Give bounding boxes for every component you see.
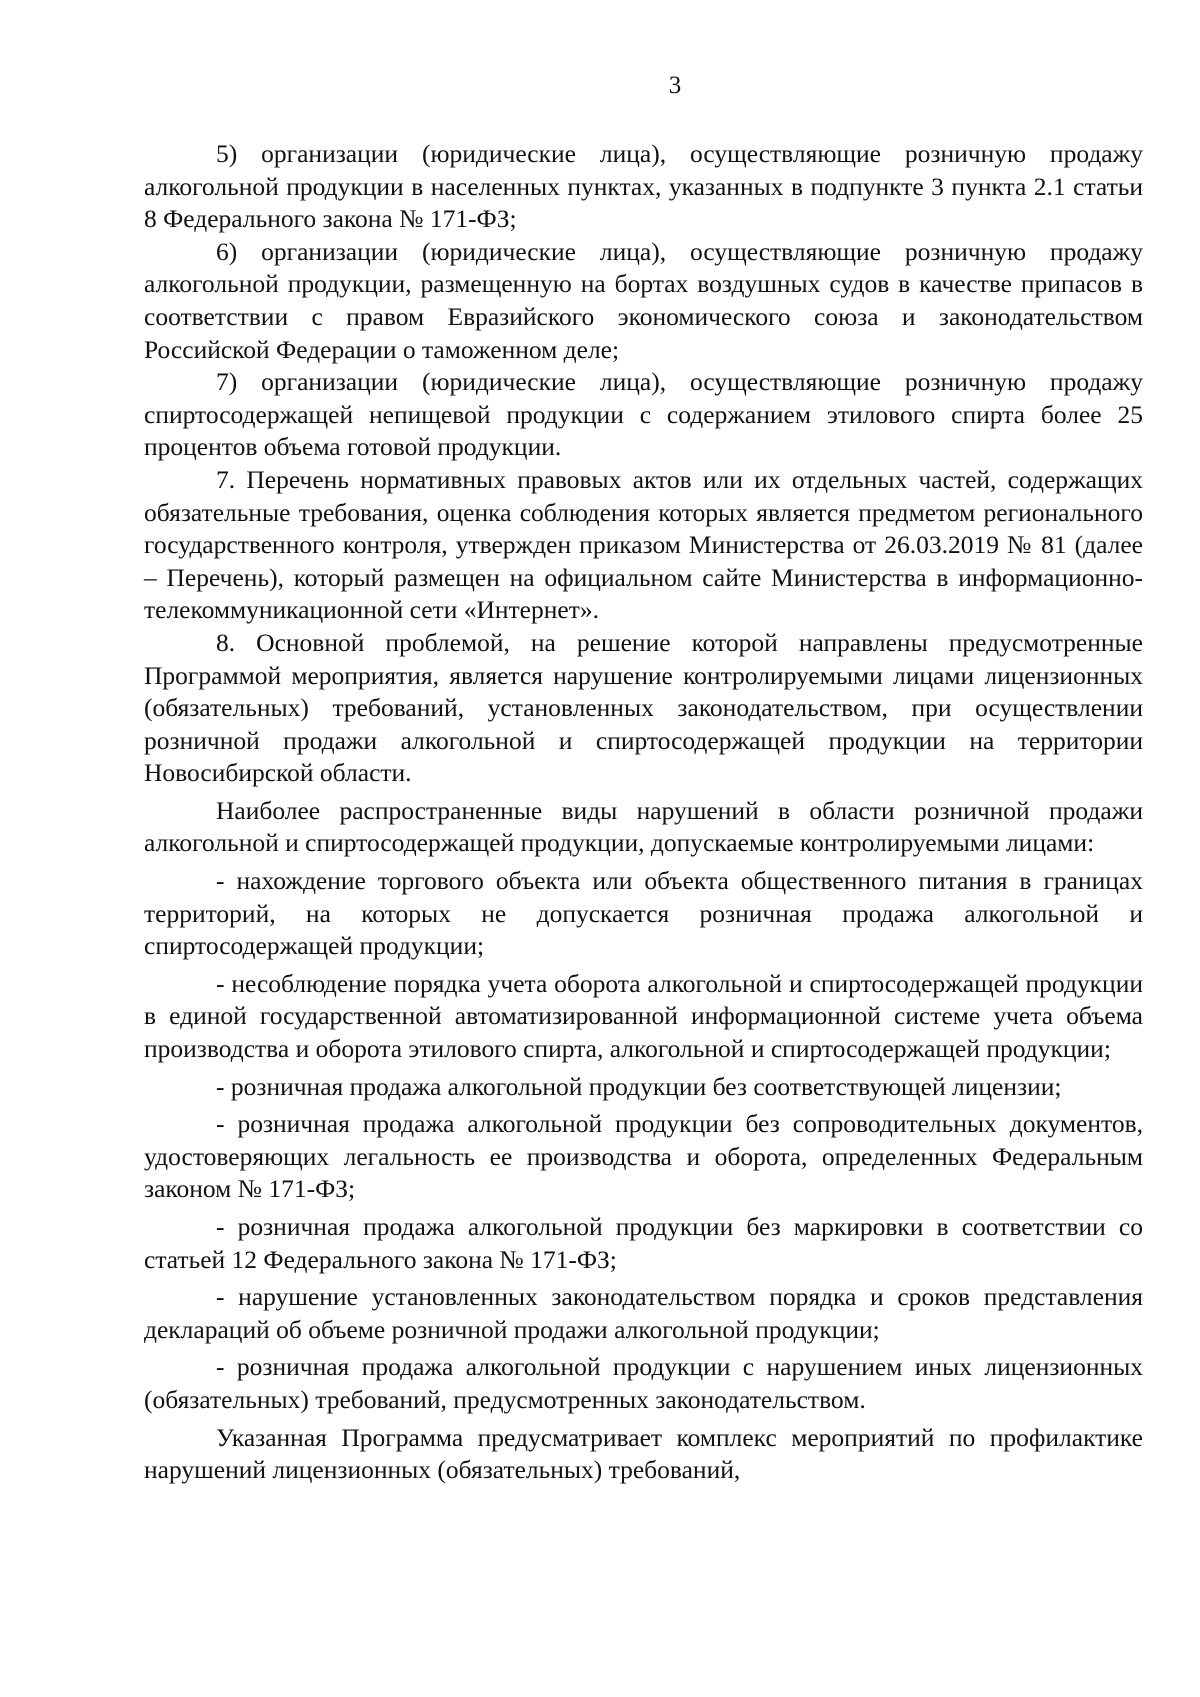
list-item-no-marking: - розничная продажа алкогольной продукции без маркировки в соответствии со статьей 12 Федерального закона № 171-ФЗ; — [144, 1212, 1143, 1274]
list-item-no-license: - розничная продажа алкогольной продукции без соответствующей лицензии; — [216, 1071, 1062, 1101]
paragraph-section-7: 7. Перечень нормативных правовых актов или их отдельных частей, содержащих обязательные требования, оценка соблюдения которых является предметом регионального государственного контроля, утвержден приказом Министерства от 26.03.2019 № 81 (далее – Перечень), который размещен на официальном сайте Министерства в информационно-телекоммуникационной сети «Интернет». — [144, 464, 1143, 625]
paragraph-item-7: 7) организации (юридические лица), осуществляющие розничную продажу спиртосодержащей непищевой продукции с содержанием этилового спирта более 25 процентов объема готовой продукции. — [144, 367, 1143, 462]
paragraph-program-summary: Указанная Программа предусматривает комплекс мероприятий по профилактике нарушений лицензионных (обязательных) требований, — [144, 1422, 1143, 1485]
page-number: 3 — [668, 72, 682, 99]
list-item-territory: - нахождение торгового объекта или объекта общественного питания в границах территорий, на которых не допускается розничная продажа алкогольной и спиртосодержащей продукции; — [144, 866, 1143, 961]
paragraph-violations-intro: Наиболее распространенные виды нарушений в области розничной продажи алкогольной и спиртосодержащей продукции, допускаемые контролируемыми лицами: — [144, 795, 1143, 858]
document-body — [144, 138, 1143, 1487]
list-item-other-violations: - розничная продажа алкогольной продукции с нарушением иных лицензионных (обязательных) требований, предусмотренных законодательством. — [144, 1352, 1143, 1414]
list-item-declarations: - нарушение установленных законодательством порядка и сроков представления деклараций об объеме розничной продажи алкогольной продукции; — [144, 1282, 1143, 1344]
paragraph-item-5: 5) организации (юридические лица), осуществляющие розничную продажу алкогольной продукции в населенных пунктах, указанных в подпункте 3 пункта 2.1 статьи 8 Федерального закона № 171-ФЗ; — [144, 139, 1143, 234]
paragraph-item-6: 6) организации (юридические лица), осуществляющие розничную продажу алкогольной продукции, размещенную на бортах воздушных судов в качестве припасов в соответствии с правом Евразийского экономического союза и законодательством Российской Федерации о таможенном деле; — [144, 236, 1143, 364]
paragraph-section-8: 8. Основной проблемой, на решение которой направлены предусмотренные Программой мероприятия, является нарушение контролируемыми лицами лицензионных (обязательных) требований, установленных законодательством, при осуществлении розничной продажи алкогольной и спиртосодержащей продукции на территории Новосибирской области. — [144, 627, 1143, 788]
list-item-no-documents: - розничная продажа алкогольной продукции без сопроводительных документов, удостоверяющих легальность ее производства и оборота, определенных Федеральным законом № 171-ФЗ; — [144, 1109, 1143, 1204]
list-item-egais: - несоблюдение порядка учета оборота алкогольной и спиртосодержащей продукции в единой государственной автоматизированной информационной системе учета объема производства и оборота этилового спирта, алкогольной и спиртосодержащей продукции; — [144, 968, 1143, 1064]
